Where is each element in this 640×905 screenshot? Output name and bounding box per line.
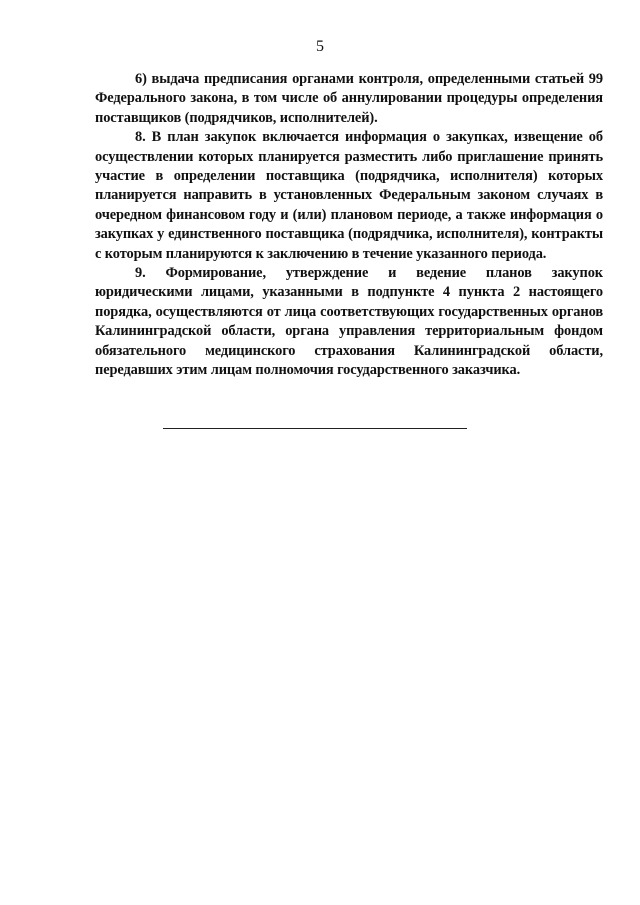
paragraph-item-8: 8. В план закупок включается информация о закупках, извещение об осуществлении которых планируется разместить либо приглашение принять участие в определении поставщика (подрядчика, исполнителя) которых планируется направить в установленных Федеральным законом случаях в очередном финансовом году и (или) плановом периоде, а также информация о закупках у единственного поставщика (подрядчика, исполнителя), контракты с которым планируются к заключению в течение указанного периода. — [95, 129, 603, 262]
paragraph-item-6: 6) выдача предписания органами контроля, определенными статьей 99 Федерального закона, в том числе об аннулировании процедуры определения поставщиков (подрядчиков, исполнителей). — [95, 71, 603, 126]
page-number: 5 — [316, 38, 324, 55]
end-divider-line — [163, 428, 467, 429]
document-body — [95, 70, 603, 381]
paragraph-item-9: 9. Формирование, утверждение и ведение планов закупок юридическими лицами, указанными в подпункте 4 пункта 2 настоящего порядка, осуществляются от лица соответствующих государственных органов Калининградской области, органа управления территориальным фондом обязательного медицинского страхования Калининградской области, передавших этим лицам полномочия государственного заказчика. — [95, 265, 603, 379]
